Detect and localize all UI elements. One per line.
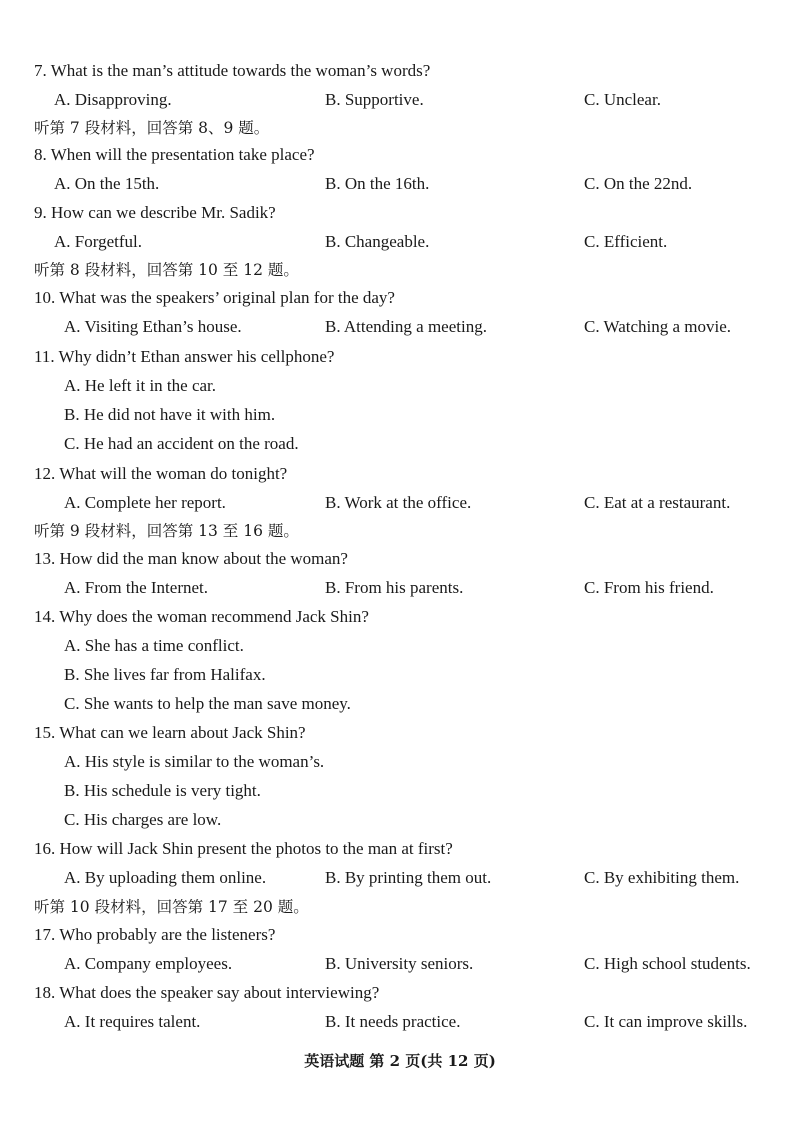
option-c: C. It can improve skills. — [584, 1012, 748, 1031]
option-c: C. High school students. — [584, 954, 751, 973]
option-b: B. Changeable. — [325, 232, 430, 251]
option-c: C. His charges are low. — [64, 810, 222, 829]
section-instruction: 听第 8 段材料，回答第 10 至 12 题。 — [34, 261, 299, 279]
option-c: C. From his friend. — [584, 578, 714, 597]
question-stem: 18. What does the speaker say about interviewing? — [34, 983, 380, 1002]
option-c: C. Watching a movie. — [584, 317, 732, 336]
option-c: C. Efficient. — [584, 232, 668, 251]
option-b: B. He did not have it with him. — [64, 405, 276, 424]
option-a: A. Company employees. — [64, 954, 233, 973]
option-a: A. On the 15th. — [54, 174, 160, 193]
option-a: A. Visiting Ethan’s house. — [64, 317, 242, 336]
option-a: A. By uploading them online. — [64, 868, 267, 887]
question-stem: 13. How did the man know about the woman? — [34, 549, 348, 568]
question-stem: 7. What is the man’s attitude towards the woman’s words? — [34, 61, 431, 80]
option-a: A. Forgetful. — [54, 232, 142, 251]
question-stem: 14. Why does the woman recommend Jack Shin? — [34, 607, 369, 626]
question-stem: 15. What can we learn about Jack Shin? — [34, 723, 306, 742]
option-a: A. His style is similar to the woman’s. — [64, 752, 325, 771]
option-c: C. By exhibiting them. — [584, 868, 740, 887]
option-b: B. His schedule is very tight. — [64, 781, 261, 800]
option-a: A. Disapproving. — [54, 90, 172, 109]
option-a: A. From the Internet. — [64, 578, 208, 597]
option-b: B. She lives far from Halifax. — [64, 665, 266, 684]
option-b: B. From his parents. — [325, 578, 464, 597]
option-b: B. By printing them out. — [325, 868, 492, 887]
option-c: C. Unclear. — [584, 90, 661, 109]
option-a: A. He left it in the car. — [64, 376, 217, 395]
option-c: C. He had an accident on the road. — [64, 434, 299, 453]
option-c: C. Eat at a restaurant. — [584, 493, 731, 512]
option-b: B. Work at the office. — [325, 493, 472, 512]
question-stem: 8. When will the presentation take place? — [34, 145, 315, 164]
question-stem: 11. Why didn’t Ethan answer his cellphone? — [34, 347, 335, 366]
section-instruction: 听第 7 段材料，回答第 8、9 题。 — [34, 119, 270, 137]
question-stem: 10. What was the speakers’ original plan for the day? — [34, 288, 395, 307]
question-stem: 16. How will Jack Shin present the photos to the man at first? — [34, 839, 453, 858]
option-b: B. University seniors. — [325, 954, 474, 973]
option-b: B. Supportive. — [325, 90, 424, 109]
question-stem: 9. How can we describe Mr. Sadik? — [34, 203, 276, 222]
option-a: A. It requires talent. — [64, 1012, 201, 1031]
section-instruction: 听第 10 段材料，回答第 17 至 20 题。 — [34, 898, 309, 916]
section-instruction: 听第 9 段材料，回答第 13 至 16 题。 — [34, 522, 299, 540]
question-stem: 12. What will the woman do tonight? — [34, 464, 288, 483]
page-footer: 英语试题 第 2 页(共 12 页) — [304, 1052, 496, 1070]
option-b: B. Attending a meeting. — [325, 317, 487, 336]
question-stem: 17. Who probably are the listeners? — [34, 925, 276, 944]
option-c: C. She wants to help the man save money. — [64, 694, 351, 713]
option-a: A. She has a time conflict. — [64, 636, 244, 655]
option-a: A. Complete her report. — [64, 493, 226, 512]
option-b: B. On the 16th. — [325, 174, 430, 193]
option-c: C. On the 22nd. — [584, 174, 693, 193]
option-b: B. It needs practice. — [325, 1012, 461, 1031]
